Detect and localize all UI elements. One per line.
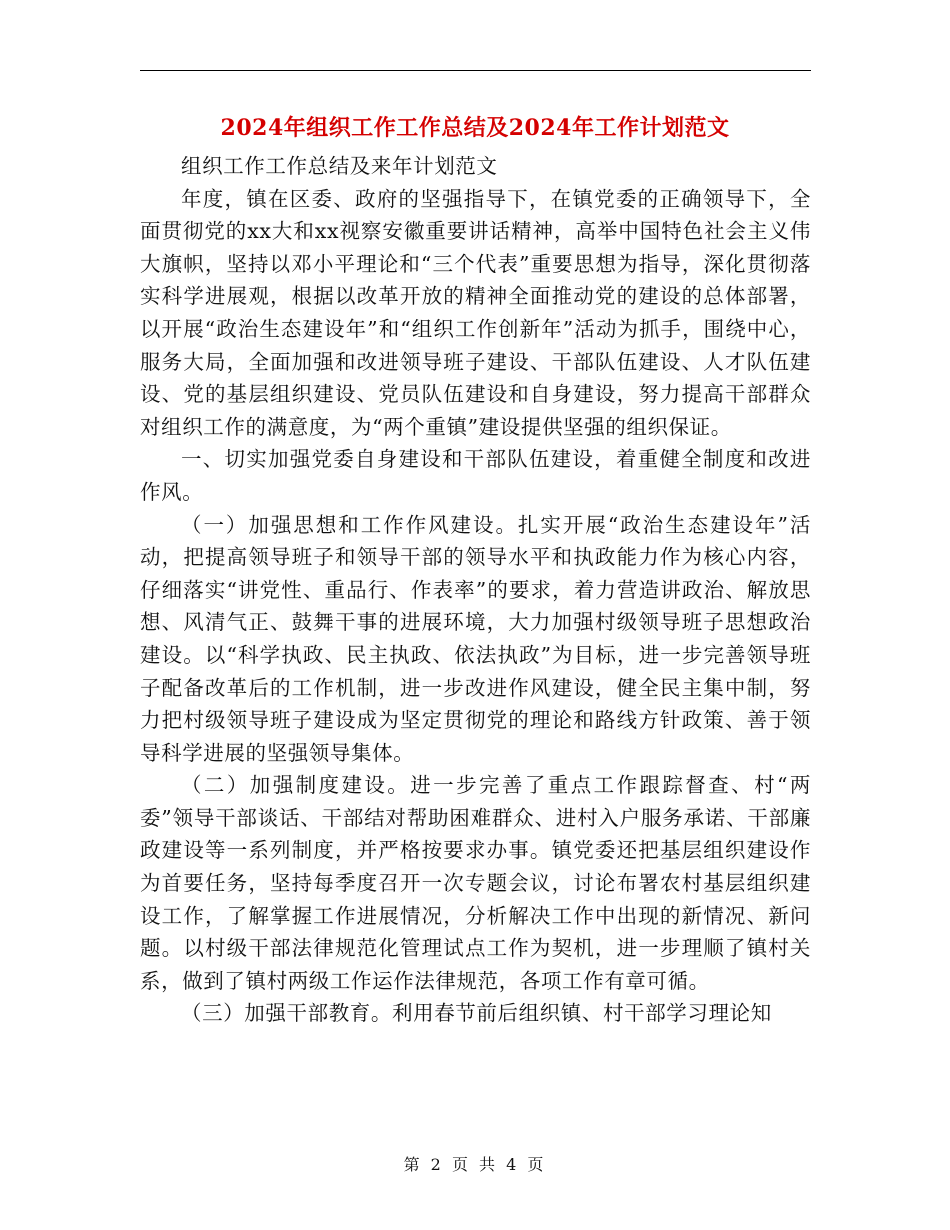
header-rule [140,70,811,71]
document-subtitle: 组织工作工作总结及来年计划范文 [181,154,498,178]
body-paragraph: （二）加强制度建设。进一步完善了重点工作跟踪督查、村“两委”领导干部谈话、干部结对帮助困难群众、进村入户服务承诺、干部廉政建设等一系列制度，并严格按要求办事。镇党委还把基层组织建设作为首要任务，坚持每季度召开一次专题会议，讨论布署农村基层组织建设工作，了解掌握工作进展情况，分析解决工作中出现的新情况、新问题。以村级干部法律规范化管理试点工作为契机，进一步理顺了镇村关系，做到了镇村两级工作运作法律规范，各项工作有章可循。 [140,773,811,993]
section-heading: 一、切实加强党委自身建设和干部队伍建设，着重健全制度和改进作风。 [140,447,811,504]
body-paragraph: （一）加强思想和工作作风建设。扎实开展“政治生态建设年”活动，把提高领导班子和领导干部的领导水平和执政能力作为核心内容，仔细落实“讲党性、重品行、作表率”的要求，着力营造讲政治、解放思想、风清气正、鼓舞干事的进展环境，大力加强村级领导班子思想政治建设。以“科学执政、民主执政、依法执政”为目标，进一步完善领导班子配备改革后的工作机制，进一步改进作风建设，健全民主集中制，努力把村级领导班子建设成为坚定贯彻党的理论和路线方针政策、善于领导科学进展的坚强领导集体。 [140,512,811,765]
page-number: 第 2 页 共 4 页 [403,1155,547,1174]
body-paragraph: （三）加强干部教育。利用春节前后组织镇、村干部学习理论知 [181,1001,772,1026]
document-title: 2024年组织工作工作总结及2024年工作计划范文 [220,115,730,141]
document-body [140,150,811,1030]
body-paragraph: 年度，镇在区委、政府的坚强指导下，在镇党委的正确领导下，全面贯彻党的xx大和xx视察安徽重要讲话精神，高举中国特色社会主义伟大旗帜，坚持以邓小平理论和“三个代表”重要思想为指导，深化贯彻落实科学进展观，根据以改革开放的精神全面推动党的建设的总体部署，以开展“政治生态建设年”和“组织工作创新年”活动为抓手，围绕中心，服务大局，全面加强和改进领导班子建设、干部队伍建设、人才队伍建设、党的基层组织建设、党员队伍建设和自身建设，努力提高干部群众对组织工作的满意度，为“两个重镇”建设提供坚强的组织保证。 [140,186,811,439]
